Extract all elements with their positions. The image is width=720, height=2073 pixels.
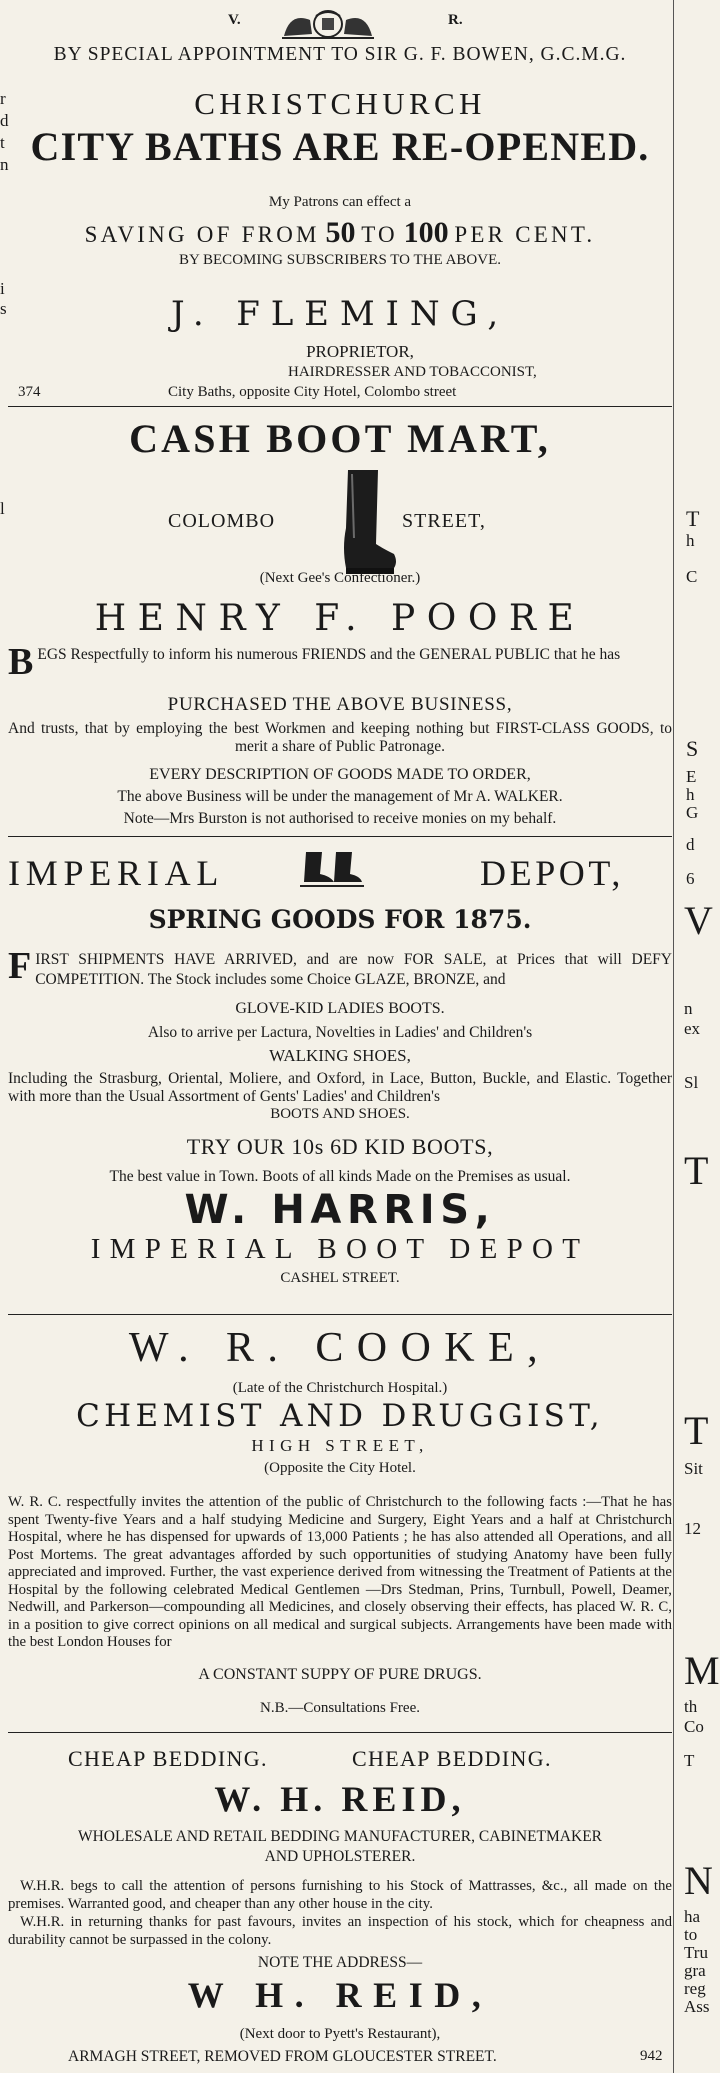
kid-boots-line: TRY OUR 10s 6D KID BOOTS, bbox=[186, 1134, 494, 1159]
henry-poore-name: HENRY F. POORE bbox=[94, 598, 586, 639]
reid-body-1: W.H.R. begs to call the attention of persons furnishing to his Stock of Mattrasses, &c., all made on the premises. Warranted good, and cheaper than any other house in the city. bbox=[8, 1878, 672, 1912]
boots-and-shoes-line: BOOTS AND SHOES. bbox=[270, 1106, 410, 1122]
spring-goods-heading: SPRING GOODS FOR 1875. bbox=[148, 905, 532, 934]
right-fragment: 6 bbox=[686, 869, 695, 888]
cashel-street: CASHEL STREET. bbox=[280, 1270, 400, 1286]
divider bbox=[8, 1314, 672, 1315]
burston-note: Note—Mrs Burston is not authorised to receive monies on my behalf. bbox=[123, 810, 557, 827]
next-to-gees: (Next Gee's Confectioner.) bbox=[259, 570, 421, 586]
street-word: STREET, bbox=[402, 510, 486, 532]
baths-address: City Baths, opposite City Hotel, Colombo street bbox=[168, 384, 457, 400]
left-fragment: r bbox=[0, 89, 6, 108]
high-street: HIGH STREET, bbox=[251, 1436, 429, 1455]
right-fragment: M bbox=[684, 1648, 720, 1693]
right-fragment: gra bbox=[684, 1961, 706, 1980]
pyetts-restaurant: (Next door to Pyett's Restaurant), bbox=[239, 2026, 441, 2042]
chemist-druggist-heading: CHEMIST AND DRUGGIST, bbox=[76, 1398, 604, 1434]
subscribers-line: BY BECOMING SUBSCRIBERS TO THE ABOVE. bbox=[178, 252, 501, 268]
appointment-line: BY SPECIAL APPOINTMENT TO SIR G. F. BOWEN, G.C.M.G. bbox=[53, 44, 627, 65]
left-fragment: d bbox=[0, 111, 9, 130]
consultations-free: N.B.—Consultations Free. bbox=[260, 1700, 420, 1716]
divider bbox=[8, 836, 672, 837]
right-margin-fragments bbox=[680, 0, 720, 2073]
depot-word: DEPOT, bbox=[480, 853, 624, 893]
right-fragment: ha bbox=[684, 1907, 701, 1926]
left-fragment: l bbox=[0, 499, 5, 518]
lactura-line: Also to arrive per Lactura, Novelties in Ladies' and Children's bbox=[147, 1024, 533, 1041]
colombo-word: COLOMBO bbox=[168, 510, 276, 532]
styles-paragraph: Including the Strasburg, Oriental, Moliere, and Oxford, in Lace, Button, Buckle, and Elastic. Together with more than the Usual Assortment of Gents' Ladies' and Children's bbox=[8, 1070, 672, 1105]
right-fragment: d bbox=[686, 835, 695, 854]
patrons-line: My Patrons can effect a bbox=[268, 194, 412, 210]
best-value-line: The best value in Town. Boots of all kinds Made on the Premises as usual. bbox=[109, 1168, 571, 1185]
reid-name-2: W H. REID, bbox=[187, 1975, 493, 2015]
constant-supply: A CONSTANT SUPPY OF PURE DRUGS. bbox=[198, 1666, 482, 1683]
ad-ref-374: 374 bbox=[18, 384, 41, 400]
christchurch-heading: CHRISTCHURCH bbox=[194, 86, 486, 121]
right-fragment: Ass bbox=[684, 1997, 710, 2016]
divider bbox=[8, 1732, 672, 1733]
reid-name: W. H. REID, bbox=[214, 1779, 466, 1819]
reid-trade-1: WHOLESALE AND RETAIL BEDDING MANUFACTURER, CABINETMAKER bbox=[77, 1828, 602, 1845]
right-fragment: T bbox=[684, 1408, 709, 1453]
drop-cap-b: B bbox=[8, 641, 34, 683]
cooke-name: W. R. COOKE, bbox=[128, 1325, 552, 1371]
w-harris-name: W. HARRIS, bbox=[184, 1187, 496, 1233]
imperial-boot-depot-line: IMPERIAL BOOT DEPOT bbox=[90, 1233, 590, 1265]
patronage-paragraph: And trusts, that by employing the best Workmen and keeping nothing but FIRST-CLASS GOODS, to merit a share of Public Patronage. bbox=[8, 720, 672, 755]
every-description: EVERY DESCRIPTION OF GOODS MADE TO ORDER, bbox=[149, 766, 531, 783]
management-line: The above Business will be under the management of Mr A. WALKER. bbox=[117, 788, 563, 805]
reid-trade-2: AND UPHOLSTERER. bbox=[264, 1848, 416, 1865]
right-fragment: h bbox=[686, 785, 695, 804]
divider bbox=[8, 406, 672, 407]
saving-text: SAVING OF FROM bbox=[84, 222, 320, 247]
cooke-body: W. R. C. respectfully invites the attention of the public of Christchurch to the following facts :—That he has spent Twenty-five Years and a half studying Medicine and Surgery, Eight Years and a half at Christchurch Hospital, where he has dispensed for upwards of 13,000 Patients ; he has also attended all Operations, and all Post Mortems. The great advantages afforded by such opportunities of studying Anatomy have been fully appreciated and improved. Further, the vast experience derived from witnessing the Treatment of Patients at the Hospital by the following celebrated Medical Gentlemen —Drs Stedman, Prins, Turnbull, Powell, Deamer, Nedwill, and Parkerson—compounding all Medicines, and closely observing their effects, has placed W. R. C, in a position to give correct opinions on all medical and surgical subjects. Arrangements have been made with the best London Houses for bbox=[8, 1494, 672, 1650]
right-fragment: to bbox=[684, 1925, 698, 1944]
right-fragment: T bbox=[684, 1148, 709, 1193]
right-fragment: Sit bbox=[684, 1459, 703, 1478]
ad-reid-bedding bbox=[8, 1736, 672, 2073]
purchased-line: PURCHASED THE ABOVE BUSINESS, bbox=[167, 694, 513, 715]
right-fragment: E bbox=[686, 767, 697, 786]
walking-shoes-line: WALKING SHOES, bbox=[269, 1046, 411, 1065]
right-fragment: reg bbox=[684, 1979, 706, 1998]
imperial-word: IMPERIAL bbox=[8, 853, 225, 893]
v-letter: V. bbox=[228, 12, 241, 28]
poore-intro-text: EGS Respectfully to inform his numerous FRIENDS and the GENERAL PUBLIC that he has bbox=[37, 646, 621, 663]
right-fragment: Co bbox=[684, 1717, 704, 1736]
opposite-city-hotel: (Opposite the City Hotel. bbox=[264, 1460, 416, 1476]
ad-imperial-depot bbox=[8, 840, 672, 1312]
fleming-name: J. FLEMING, bbox=[170, 294, 510, 334]
saving-line bbox=[8, 218, 672, 250]
late-of-hospital: (Late of the Christchurch Hospital.) bbox=[232, 1380, 448, 1396]
ad-city-baths bbox=[8, 0, 672, 404]
cheap-bedding-2: CHEAP BEDDING. bbox=[352, 1746, 552, 1771]
left-margin-fragments bbox=[0, 0, 8, 2073]
right-fragment: T bbox=[686, 506, 700, 531]
ad-ref-942: 942 bbox=[640, 2048, 663, 2064]
boot-illustration-icon bbox=[338, 468, 398, 578]
column-rule bbox=[673, 0, 674, 2073]
ad-cooke-chemist bbox=[8, 1318, 672, 1738]
left-fragment: i bbox=[0, 279, 5, 298]
proprietor-line: PROPRIETOR, bbox=[306, 342, 414, 361]
right-fragment: ex bbox=[684, 1019, 701, 1038]
right-fragment: Sl bbox=[684, 1073, 699, 1092]
right-fragment: G bbox=[686, 803, 699, 822]
poore-intro bbox=[8, 641, 672, 683]
saving-percent: PER CENT. bbox=[454, 222, 596, 247]
saving-50: 50 bbox=[325, 216, 356, 249]
shipments-paragraph bbox=[8, 945, 672, 990]
right-fragment: S bbox=[686, 736, 699, 761]
glove-kid-line: GLOVE-KID LADIES BOOTS. bbox=[235, 1000, 445, 1017]
right-fragment: n bbox=[684, 999, 693, 1018]
right-fragment: V bbox=[684, 898, 713, 943]
right-fragment: C bbox=[686, 567, 698, 586]
cheap-bedding-1: CHEAP BEDDING. bbox=[68, 1746, 268, 1771]
note-the-address: NOTE THE ADDRESS— bbox=[257, 1954, 423, 1971]
right-fragment: th bbox=[684, 1697, 698, 1716]
city-baths-heading: CITY BATHS ARE RE-OPENED. bbox=[30, 124, 650, 169]
cash-boot-mart-heading: CASH BOOT MART, bbox=[129, 416, 551, 461]
saving-100: 100 bbox=[403, 216, 449, 249]
left-fragment: n bbox=[0, 155, 9, 174]
right-fragment: N bbox=[684, 1858, 713, 1903]
right-fragment: T bbox=[684, 1751, 695, 1770]
drop-cap-f: F bbox=[8, 945, 32, 987]
royal-coat-of-arms-icon bbox=[276, 6, 380, 40]
r-letter: R. bbox=[448, 12, 463, 28]
left-fragment: t bbox=[0, 133, 5, 152]
shipments-text: IRST SHIPMENTS HAVE ARRIVED, and are now FOR SALE, at Prices that will DEFY COMPETITION. The Stock includes some Choice GLAZE, BRONZE, and bbox=[35, 951, 672, 988]
right-fragment: 12 bbox=[684, 1519, 701, 1538]
boot-emblem-icon bbox=[300, 848, 364, 888]
left-fragment: s bbox=[0, 299, 7, 318]
trade-line: HAIRDRESSER AND TOBACCONIST, bbox=[288, 364, 537, 380]
armagh-street-address: ARMAGH STREET, REMOVED FROM GLOUCESTER STREET. bbox=[68, 2048, 497, 2065]
saving-to: TO bbox=[361, 222, 398, 247]
reid-body-2: W.H.R. in returning thanks for past favours, invites an inspection of his stock, which for cheapness and durability cannot be surpassed in the colony. bbox=[8, 1914, 672, 1948]
royal-arms-row bbox=[8, 6, 672, 40]
ad-cash-boot-mart bbox=[8, 410, 672, 840]
right-fragment: h bbox=[686, 531, 695, 550]
right-fragment: Tru bbox=[684, 1943, 708, 1962]
